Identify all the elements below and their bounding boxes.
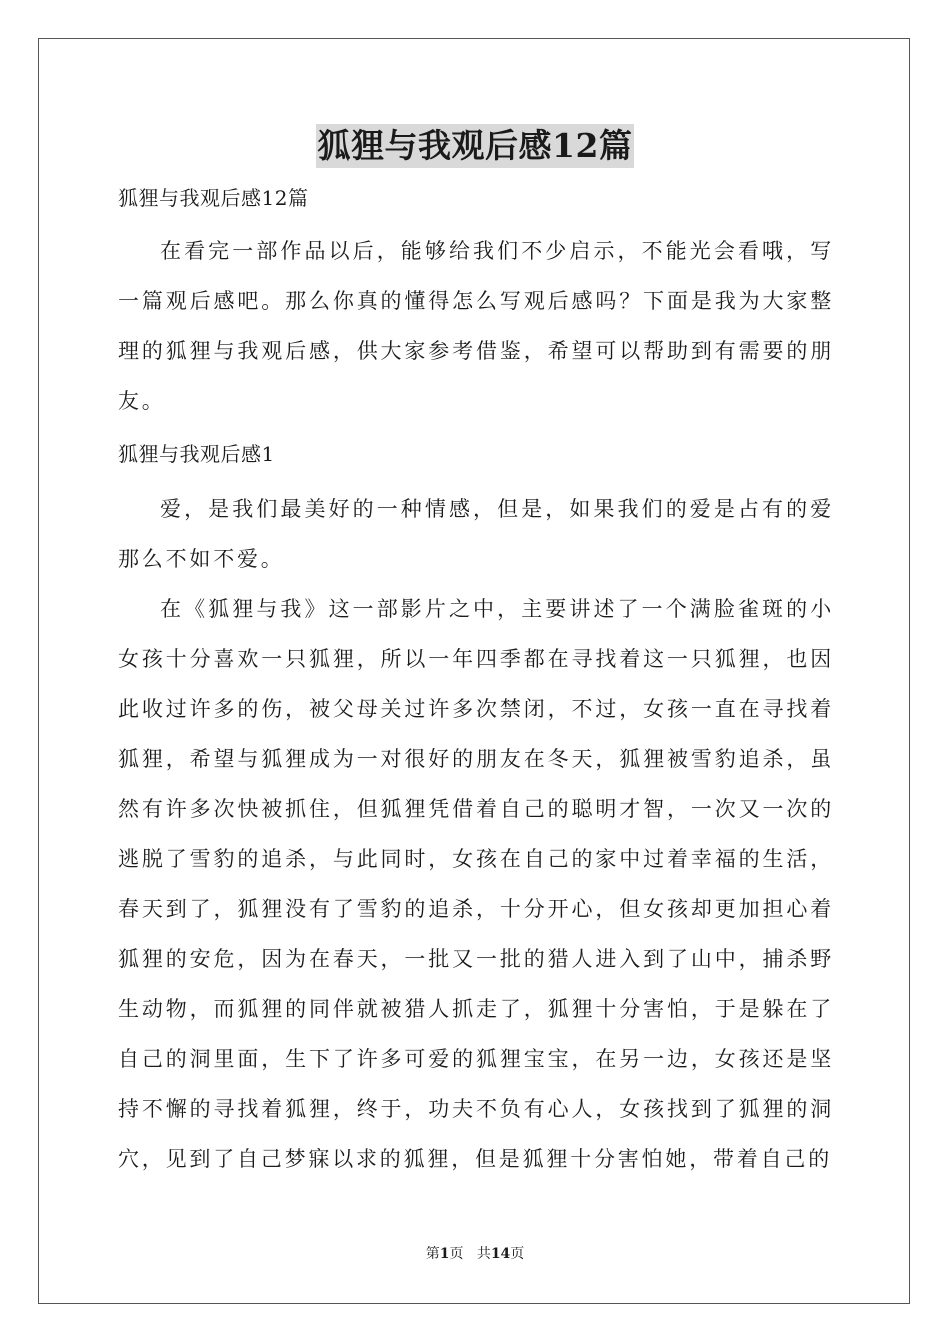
page-total: 14 — [490, 1246, 511, 1262]
body-paragraph: 爱，是我们最美好的一种情感，但是，如果我们的爱是占有的爱那么不如不爱。 — [118, 497, 834, 571]
title-container — [0, 124, 950, 168]
total-suffix: 页 — [510, 1246, 525, 1262]
page-prefix: 第 — [425, 1246, 440, 1262]
document-title: 狐狸与我观后感12篇 — [316, 124, 635, 168]
body-paragraph: 在《狐狸与我》这一部影片之中，主要讲述了一个满脸雀斑的小女孩十分喜欢一只狐狸，所以一年四季都在寻找着这一只狐狸，也因此收过许多的伤，被父母关过许多次禁闭，不过，女孩一直在寻找着狐狸，希望与狐狸成为一对很好的朋友在冬天，狐狸被雪豹追杀，虽然有许多次快被抓住，但狐狸凭借着自己的聪明才智，一次又一次的逃脱了雪豹的追杀，与此同时，女孩在自己的家中过着幸福的生活，春天到了，狐狸没有了雪豹的追杀，十分开心，但女孩却更加担心着狐狸的安危，因为在春天，一批又一批的猎人进入到了山中，捕杀野生动物，而狐狸的同伴就被猎人抓走了，狐狸十分害怕，于是躲在了自己的洞里面，生下了许多可爱的狐狸宝宝，在另一边，女孩还是坚持不懈的寻找着狐狸，终于，功夫不负有心人，女孩找到了狐狸的洞穴，见到了自己梦寐以求的狐狸，但是狐狸十分害怕她，带着自己的 — [118, 597, 834, 1171]
page-current: 1 — [439, 1246, 450, 1262]
document-subtitle: 狐狸与我观后感12篇 — [118, 186, 309, 210]
intro-paragraph: 在看完一部作品以后，能够给我们不少启示，不能光会看哦，写一篇观后感吧。那么你真的懂得怎么写观后感吗？下面是我为大家整理的狐狸与我观后感，供大家参考借鉴，希望可以帮助到有需要的朋友。 — [118, 239, 834, 413]
total-prefix: 共 — [476, 1246, 491, 1262]
document-body — [118, 180, 834, 1184]
section-heading: 狐狸与我观后感1 — [118, 442, 275, 466]
page-footer — [0, 1244, 950, 1264]
page-suffix: 页 — [449, 1246, 464, 1262]
